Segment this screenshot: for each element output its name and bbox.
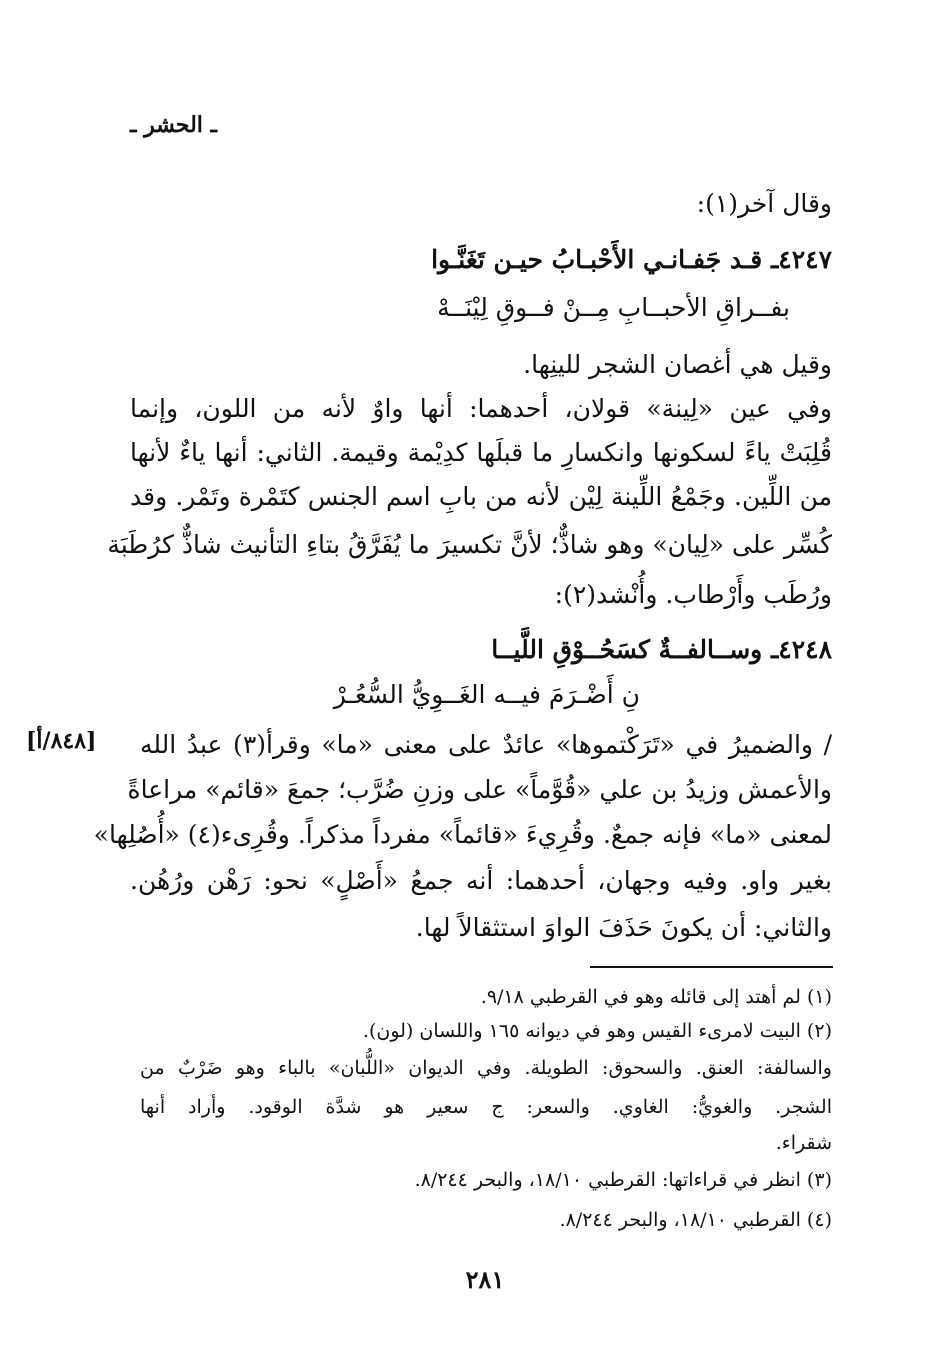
verse-4248-line-1: ٤٢٤٨ـ وســالفــةٌ كسَحُــوْقِ اللَّيــا bbox=[491, 635, 832, 664]
paragraph-line: وقيل هي أغصان الشجر للينِها. bbox=[523, 350, 832, 379]
paragraph-line: قُلِبَتْ ياءً لسكونها وانكسارِ ما قبلَها كدِيْمة وقيمة. الثاني: أنها ياءٌ لأنها bbox=[130, 438, 832, 467]
verse-4248-line-2: نِ أَضْـرَمَ فيــه الغَــوِيُّ السُّعُـرْ bbox=[333, 680, 640, 709]
intro-line: وقال آخر(١): bbox=[696, 189, 832, 218]
paragraph-line: بغير واو. وفيه وجهان، أحدهما: أنه جمعُ «أَصْلٍ» نحو: رَهْن ورُهُن. bbox=[130, 866, 832, 895]
paragraph-line: من اللِّين. وجَمْعُ اللِّينة لِيْن لأنه من بابِ اسم الجنس كتَمْرة وتَمْر. وقد bbox=[130, 482, 832, 511]
paragraph-line: والأعمش وزيدُ بن علي «قُوَّماً» على وزنِ ضُرَّب؛ جمعَ «قائم» مراعاةً bbox=[127, 775, 832, 804]
paragraph-line: / والضميرُ في «تَرَكْتموها» عائدٌ على معنى «ما» وقرأ(٣) عبدُ الله bbox=[140, 730, 832, 759]
footnote-4: (٤) القرطبي ١٨/١٠، والبحر ٨/٢٤٤. bbox=[559, 1209, 832, 1231]
footnote-1: (١) لم أهتد إلى قائله وهو في القرطبي ٩/١٨. bbox=[480, 986, 832, 1008]
manuscript-folio-ref: [٨٤٨/أ] bbox=[26, 728, 97, 754]
paragraph-line: كُسِّر على «لِيان» وهو شاذٌّ؛ لأنَّ تكسيرَ ما يُفَرَّقُ بتاءِ التأنيث شاذٌّ كرُطَبَة bbox=[107, 530, 832, 559]
paragraph-line: لمعنى «ما» فإنه جمعٌ. وقُرِيءَ «قائماً» مفرداً مذكراً. وقُرِىء(٤) «أُصُلِها» bbox=[93, 820, 832, 849]
footnote-2-continued: والسالفة: العنق. والسحوق: الطويلة. وفي الديوان «اللُّبان» بالباء وهو ضَرْبٌ من bbox=[140, 1057, 832, 1079]
verse-4247-line-2: بفــراقِ الأحبــابِ مِــنْ فــوقِ لِيْنَــهْ bbox=[437, 293, 790, 322]
paragraph-line: وفي عين «لِينة» قولان، أحدهما: أنها واوٌ لأنه من اللون، وإنما bbox=[130, 394, 832, 423]
footnote-2: (٢) البيت لامرىء القيس وهو في ديوانه ١٦٥ واللسان (لون). bbox=[362, 1020, 832, 1042]
footnote-2-continued: الشجر. والغويُّ: الغاوي. والسعر: ج سعير هو شدَّة الوقود. وأراد أنها bbox=[140, 1096, 832, 1118]
verse-4247-line-1: ٤٢٤٧ـ قـد جَفـانـي الأَحْبـابُ حيـن تَغَنَّـوا bbox=[431, 245, 832, 274]
page-number: ٢٨١ bbox=[465, 1265, 505, 1294]
running-header: ـ الحشر ـ bbox=[130, 112, 217, 138]
paragraph-line: ورُطَب وأَرْطاب. وأُنْشد(٢): bbox=[554, 580, 832, 609]
paragraph-line: والثاني: أن يكونَ حَذَفَ الواوَ استثقالاً لها. bbox=[415, 913, 832, 942]
footnote-2-continued: شقراء. bbox=[775, 1132, 832, 1154]
footnote-3: (٣) انظر في قراءاتها: القرطبي ١٨/١٠، والبحر ٨/٢٤٤. bbox=[414, 1169, 832, 1191]
footnote-divider bbox=[590, 966, 833, 968]
